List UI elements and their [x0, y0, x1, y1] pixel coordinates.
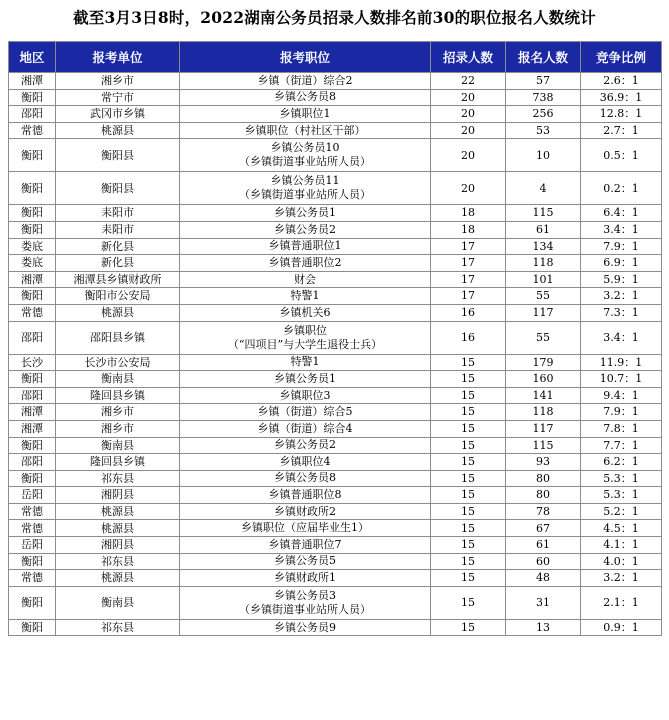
- position-cell: [180, 387, 431, 404]
- table-row: [9, 221, 662, 238]
- table-row: [9, 238, 662, 255]
- quota-cell: 15: [431, 437, 506, 454]
- header-applicants: 报名人数: [506, 42, 581, 73]
- position-line: 乡镇公务员3: [274, 588, 336, 602]
- region-cell: 衡阳: [9, 553, 56, 570]
- header-position: 报考职位: [180, 42, 431, 73]
- applicants-cell: 61: [506, 221, 581, 238]
- position-line: 财会: [294, 272, 316, 286]
- region-cell: 衡阳: [9, 172, 56, 205]
- ratio-cell: 6.9：1: [581, 255, 662, 272]
- region-cell: 衡阳: [9, 89, 56, 106]
- unit-cell: 耒阳市: [56, 205, 180, 222]
- region-cell: 常德: [9, 503, 56, 520]
- unit-cell: 湘乡市: [56, 420, 180, 437]
- unit-cell: 常宁市: [56, 89, 180, 106]
- region-cell: 常德: [9, 570, 56, 587]
- position-cell: [180, 304, 431, 321]
- position-cell: [180, 172, 431, 205]
- applicants-cell: 67: [506, 520, 581, 537]
- table-row: [9, 570, 662, 587]
- applicants-cell: 4: [506, 172, 581, 205]
- table-row: [9, 89, 662, 106]
- region-cell: 衡阳: [9, 288, 56, 305]
- quota-cell: 22: [431, 73, 506, 90]
- applicants-cell: 738: [506, 89, 581, 106]
- applicants-cell: 115: [506, 205, 581, 222]
- region-cell: 娄底: [9, 255, 56, 272]
- ratio-cell: 3.2：1: [581, 288, 662, 305]
- ratio-cell: 4.5：1: [581, 520, 662, 537]
- unit-cell: 衡阳县: [56, 139, 180, 172]
- ratio-cell: 7.7：1: [581, 437, 662, 454]
- position-line: 乡镇职位: [283, 323, 327, 337]
- table-body: [9, 73, 662, 636]
- unit-cell: 邵阳县乡镇: [56, 321, 180, 354]
- ratio-cell: 2.7：1: [581, 122, 662, 139]
- applicants-cell: 60: [506, 553, 581, 570]
- applicants-cell: 93: [506, 454, 581, 471]
- position-line: 乡镇公务员2: [274, 222, 336, 236]
- region-cell: 衡阳: [9, 139, 56, 172]
- unit-cell: 耒阳市: [56, 221, 180, 238]
- applicants-cell: 118: [506, 255, 581, 272]
- quota-cell: 15: [431, 354, 506, 371]
- quota-cell: 16: [431, 321, 506, 354]
- position-line: 乡镇普通职位2: [268, 255, 342, 269]
- quota-cell: 15: [431, 570, 506, 587]
- unit-cell: 武冈市乡镇: [56, 106, 180, 123]
- quota-cell: 15: [431, 470, 506, 487]
- position-line: 乡镇（街道）综合4: [257, 421, 353, 435]
- position-cell: [180, 321, 431, 354]
- ratio-cell: 0.9：1: [581, 619, 662, 636]
- table-row: [9, 437, 662, 454]
- ratio-cell: 9.4：1: [581, 387, 662, 404]
- page-title: 截至3月3日8时，2022湖南公务员招录人数排名前30的职位报名人数统计: [73, 8, 596, 27]
- quota-cell: 15: [431, 619, 506, 636]
- table-row: [9, 371, 662, 388]
- position-line: 特警1: [290, 355, 320, 369]
- position-cell: [180, 570, 431, 587]
- position-line: 乡镇公务员10: [270, 141, 340, 155]
- unit-cell: 衡南县: [56, 437, 180, 454]
- region-cell: 常德: [9, 520, 56, 537]
- quota-cell: 15: [431, 420, 506, 437]
- position-cell: [180, 470, 431, 487]
- recruitment-table: [8, 41, 662, 636]
- table-row: [9, 255, 662, 272]
- region-cell: 湘潭: [9, 73, 56, 90]
- position-cell: [180, 404, 431, 421]
- position-line: （“四项目”与大学生退役士兵）: [227, 337, 383, 351]
- region-cell: 娄底: [9, 238, 56, 255]
- quota-cell: 17: [431, 271, 506, 288]
- unit-cell: 衡南县: [56, 586, 180, 619]
- unit-cell: 隆回县乡镇: [56, 387, 180, 404]
- ratio-cell: 5.3：1: [581, 470, 662, 487]
- table-row: [9, 304, 662, 321]
- header-unit: 报考单位: [56, 42, 180, 73]
- region-cell: 衡阳: [9, 619, 56, 636]
- table-row: [9, 321, 662, 354]
- ratio-cell: 3.4：1: [581, 221, 662, 238]
- region-cell: 衡阳: [9, 470, 56, 487]
- position-cell: [180, 437, 431, 454]
- table-row: [9, 503, 662, 520]
- position-line: （乡镇街道事业站所人员）: [239, 602, 371, 616]
- unit-cell: 衡阳县: [56, 172, 180, 205]
- ratio-cell: 6.4：1: [581, 205, 662, 222]
- table-row: [9, 387, 662, 404]
- region-cell: 衡阳: [9, 586, 56, 619]
- quota-cell: 18: [431, 221, 506, 238]
- applicants-cell: 13: [506, 619, 581, 636]
- applicants-cell: 10: [506, 139, 581, 172]
- position-cell: [180, 221, 431, 238]
- position-cell: [180, 420, 431, 437]
- applicants-cell: 179: [506, 354, 581, 371]
- quota-cell: 15: [431, 503, 506, 520]
- unit-cell: 隆回县乡镇: [56, 454, 180, 471]
- unit-cell: 湘潭县乡镇财政所: [56, 271, 180, 288]
- table-row: [9, 73, 662, 90]
- region-cell: 邵阳: [9, 321, 56, 354]
- applicants-cell: 256: [506, 106, 581, 123]
- applicants-cell: 57: [506, 73, 581, 90]
- applicants-cell: 53: [506, 122, 581, 139]
- applicants-cell: 117: [506, 420, 581, 437]
- ratio-cell: 7.9：1: [581, 238, 662, 255]
- applicants-cell: 31: [506, 586, 581, 619]
- table-row: [9, 205, 662, 222]
- region-cell: 湘潭: [9, 271, 56, 288]
- applicants-cell: 101: [506, 271, 581, 288]
- region-cell: 衡阳: [9, 437, 56, 454]
- quota-cell: 17: [431, 288, 506, 305]
- quota-cell: 20: [431, 122, 506, 139]
- quota-cell: 20: [431, 139, 506, 172]
- quota-cell: 15: [431, 553, 506, 570]
- quota-cell: 15: [431, 387, 506, 404]
- ratio-cell: 6.2：1: [581, 454, 662, 471]
- applicants-cell: 117: [506, 304, 581, 321]
- quota-cell: 15: [431, 371, 506, 388]
- table-row: [9, 404, 662, 421]
- position-line: 乡镇公务员8: [274, 471, 336, 485]
- unit-cell: 桃源县: [56, 304, 180, 321]
- position-cell: [180, 205, 431, 222]
- unit-cell: 湘阴县: [56, 537, 180, 554]
- table-row: [9, 586, 662, 619]
- unit-cell: 桃源县: [56, 570, 180, 587]
- position-line: （乡镇街道事业站所人员）: [239, 155, 371, 169]
- position-line: 乡镇公务员11: [270, 174, 340, 188]
- quota-cell: 20: [431, 106, 506, 123]
- position-cell: [180, 139, 431, 172]
- quota-cell: 18: [431, 205, 506, 222]
- unit-cell: 长沙市公安局: [56, 354, 180, 371]
- unit-cell: 桃源县: [56, 122, 180, 139]
- position-cell: [180, 553, 431, 570]
- position-line: 乡镇公务员2: [274, 438, 336, 452]
- quota-cell: 15: [431, 487, 506, 504]
- position-line: 乡镇（街道）综合2: [257, 73, 353, 87]
- position-line: 乡镇职位（村社区干部）: [244, 123, 366, 137]
- region-cell: 岳阳: [9, 487, 56, 504]
- table-row: [9, 106, 662, 123]
- position-line: 乡镇财政所2: [274, 504, 336, 518]
- applicants-cell: 78: [506, 503, 581, 520]
- quota-cell: 16: [431, 304, 506, 321]
- quota-cell: 20: [431, 172, 506, 205]
- quota-cell: 15: [431, 520, 506, 537]
- ratio-cell: 4.1：1: [581, 537, 662, 554]
- position-cell: [180, 73, 431, 90]
- applicants-cell: 48: [506, 570, 581, 587]
- position-line: 乡镇公务员8: [274, 90, 336, 104]
- applicants-cell: 55: [506, 288, 581, 305]
- region-cell: 邵阳: [9, 106, 56, 123]
- applicants-cell: 141: [506, 387, 581, 404]
- position-line: 乡镇公务员1: [274, 206, 336, 220]
- position-cell: [180, 537, 431, 554]
- unit-cell: 衡阳市公安局: [56, 288, 180, 305]
- position-cell: [180, 255, 431, 272]
- position-cell: [180, 371, 431, 388]
- table-row: [9, 139, 662, 172]
- ratio-cell: 36.9：1: [581, 89, 662, 106]
- table-row: [9, 487, 662, 504]
- unit-cell: 新化县: [56, 255, 180, 272]
- position-line: 乡镇公务员5: [274, 554, 336, 568]
- ratio-cell: 3.2：1: [581, 570, 662, 587]
- region-cell: 常德: [9, 122, 56, 139]
- position-line: 乡镇公务员1: [274, 371, 336, 385]
- ratio-cell: 7.8：1: [581, 420, 662, 437]
- position-line: 乡镇普通职位7: [268, 537, 342, 551]
- table-header-row: [9, 42, 662, 73]
- position-cell: [180, 288, 431, 305]
- position-cell: [180, 271, 431, 288]
- position-line: 乡镇职位3: [279, 388, 331, 402]
- header-region: 地区: [9, 42, 56, 73]
- unit-cell: 湘乡市: [56, 404, 180, 421]
- quota-cell: 20: [431, 89, 506, 106]
- position-line: 乡镇普通职位8: [268, 488, 342, 502]
- region-cell: 岳阳: [9, 537, 56, 554]
- unit-cell: 祁东县: [56, 553, 180, 570]
- table-row: [9, 354, 662, 371]
- position-line: 乡镇普通职位1: [268, 239, 342, 253]
- unit-cell: 衡南县: [56, 371, 180, 388]
- table-row: [9, 122, 662, 139]
- region-cell: 邵阳: [9, 387, 56, 404]
- ratio-cell: 10.7：1: [581, 371, 662, 388]
- applicants-cell: 80: [506, 470, 581, 487]
- unit-cell: 祁东县: [56, 470, 180, 487]
- position-cell: [180, 503, 431, 520]
- ratio-cell: 2.1：1: [581, 586, 662, 619]
- applicants-cell: 61: [506, 537, 581, 554]
- position-line: 乡镇职位1: [279, 106, 331, 120]
- quota-cell: 17: [431, 238, 506, 255]
- position-line: 乡镇（街道）综合5: [257, 405, 353, 419]
- table-row: [9, 172, 662, 205]
- table-row: [9, 619, 662, 636]
- position-line: 特警1: [290, 289, 320, 303]
- table-row: [9, 470, 662, 487]
- table-row: [9, 520, 662, 537]
- unit-cell: 桃源县: [56, 520, 180, 537]
- region-cell: 衡阳: [9, 371, 56, 388]
- position-cell: [180, 487, 431, 504]
- header-ratio: 竞争比例: [581, 42, 662, 73]
- region-cell: 常德: [9, 304, 56, 321]
- position-line: 乡镇职位4: [279, 454, 331, 468]
- position-line: 乡镇机关6: [279, 305, 331, 319]
- quota-cell: 15: [431, 537, 506, 554]
- ratio-cell: 5.3：1: [581, 487, 662, 504]
- position-line: 乡镇公务员9: [274, 620, 336, 634]
- quota-cell: 15: [431, 404, 506, 421]
- position-cell: [180, 619, 431, 636]
- ratio-cell: 11.9：1: [581, 354, 662, 371]
- ratio-cell: 7.3：1: [581, 304, 662, 321]
- position-cell: [180, 520, 431, 537]
- table-row: [9, 271, 662, 288]
- unit-cell: 桃源县: [56, 503, 180, 520]
- unit-cell: 祁东县: [56, 619, 180, 636]
- ratio-cell: 2.6：1: [581, 73, 662, 90]
- ratio-cell: 5.2：1: [581, 503, 662, 520]
- applicants-cell: 118: [506, 404, 581, 421]
- position-line: 乡镇财政所1: [274, 571, 336, 585]
- position-cell: [180, 586, 431, 619]
- position-line: 乡镇职位（应届毕业生1）: [241, 521, 369, 535]
- position-cell: [180, 454, 431, 471]
- position-cell: [180, 106, 431, 123]
- ratio-cell: 0.2：1: [581, 172, 662, 205]
- quota-cell: 15: [431, 454, 506, 471]
- ratio-cell: 5.9：1: [581, 271, 662, 288]
- region-cell: 湘潭: [9, 404, 56, 421]
- quota-cell: 17: [431, 255, 506, 272]
- region-cell: 衡阳: [9, 205, 56, 222]
- header-quota: 招录人数: [431, 42, 506, 73]
- ratio-cell: 12.8：1: [581, 106, 662, 123]
- region-cell: 湘潭: [9, 420, 56, 437]
- position-cell: [180, 122, 431, 139]
- position-line: （乡镇街道事业站所人员）: [239, 188, 371, 202]
- table-row: [9, 420, 662, 437]
- unit-cell: 湘乡市: [56, 73, 180, 90]
- region-cell: 邵阳: [9, 454, 56, 471]
- unit-cell: 湘阴县: [56, 487, 180, 504]
- region-cell: 衡阳: [9, 221, 56, 238]
- ratio-cell: 7.9：1: [581, 404, 662, 421]
- applicants-cell: 80: [506, 487, 581, 504]
- table-row: [9, 454, 662, 471]
- applicants-cell: 115: [506, 437, 581, 454]
- ratio-cell: 3.4：1: [581, 321, 662, 354]
- ratio-cell: 4.0：1: [581, 553, 662, 570]
- table-row: [9, 288, 662, 305]
- position-cell: [180, 354, 431, 371]
- ratio-cell: 0.5：1: [581, 139, 662, 172]
- table-row: [9, 537, 662, 554]
- applicants-cell: 134: [506, 238, 581, 255]
- region-cell: 长沙: [9, 354, 56, 371]
- position-cell: [180, 238, 431, 255]
- position-cell: [180, 89, 431, 106]
- unit-cell: 新化县: [56, 238, 180, 255]
- applicants-cell: 55: [506, 321, 581, 354]
- applicants-cell: 160: [506, 371, 581, 388]
- table-row: [9, 553, 662, 570]
- quota-cell: 15: [431, 586, 506, 619]
